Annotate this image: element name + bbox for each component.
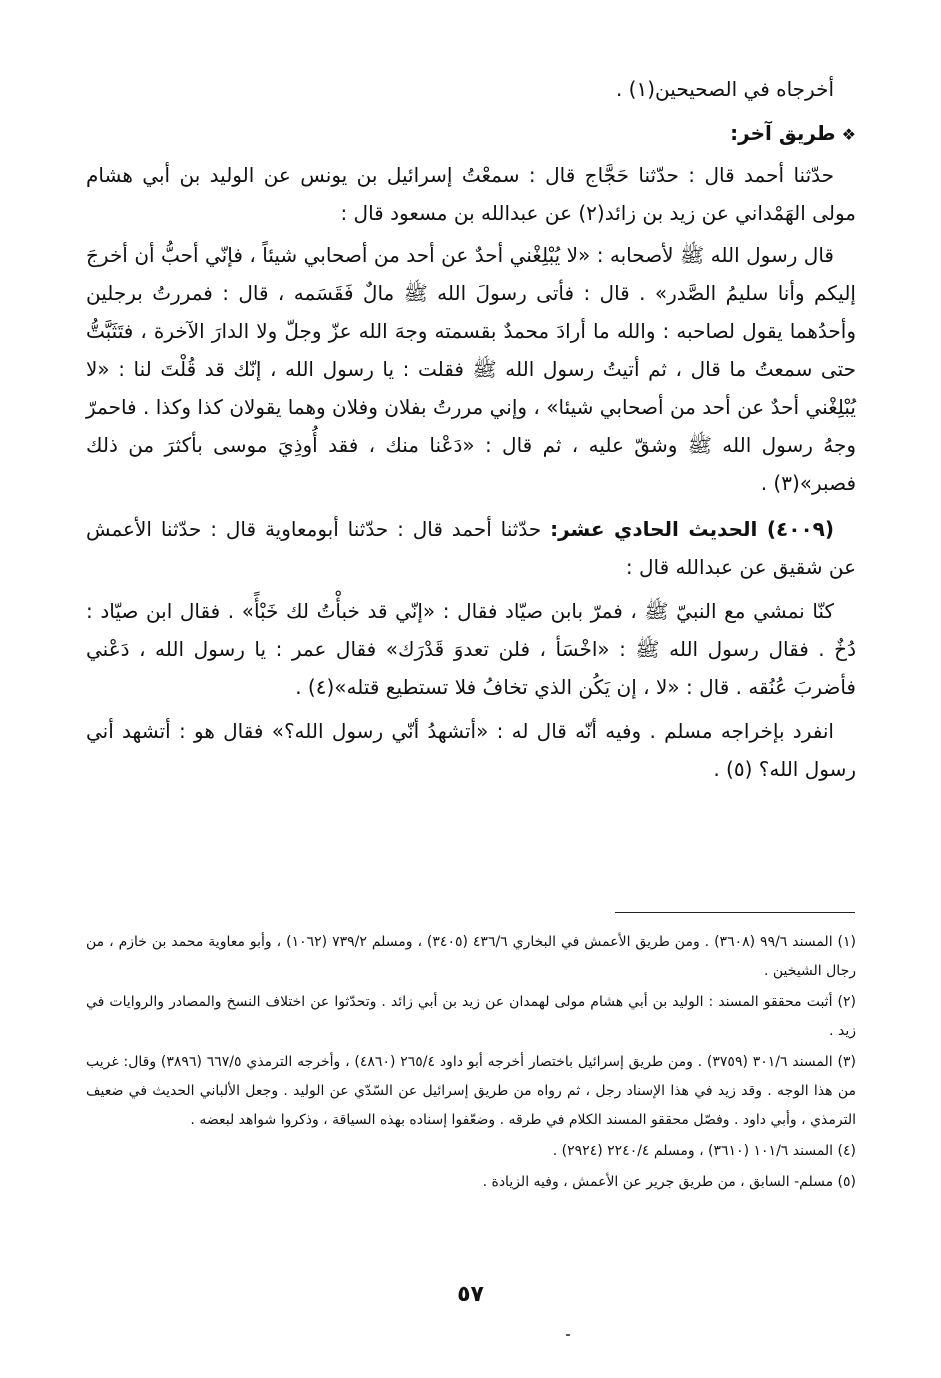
footnote-text: المسند ٩٩/٦ (٣٦٠٨) . ومن طريق الأعمش في البخاري ٤٣٦/٦ (٣٤٠٥) ، ومسلم ٧٣٩/٢ (١٠٦٢) ، وأبو معاوية محمد بن خازم ، من رجال الشيخين .: [86, 934, 856, 979]
footnote-label: (١): [837, 934, 857, 950]
footnote-label: (٤): [837, 1143, 856, 1159]
footnote-5: [86, 1168, 856, 1197]
hadith-number-heading: (٤٠٠٩) الحديث الحادي عشر:: [550, 517, 834, 541]
footnote-4: [86, 1137, 856, 1166]
footnote-text: المسند ٣٠١/٦ (٣٧٥٩) . ومن طريق إسرائيل باختصار أخرجه أبو داود ٢٦٥/٤ (٤٨٦٠) ، وأخرجه الترمذي ٦٦٧/٥ (٣٨٩٦) وقال: غريب من هذا الوجه . وقد زيد في هذا الإسناد رجل ، ثم رواه من طريق إسرائيل عن السّدّي عن الوليد . وجعل الألباني الحديث في ضعيف الترمذي ، وأبي داود . وفصّل محققو المسند الكلام في طرقه . وضعّفوا إسناده بهذه السياقة ، وذكروا شواهد لبعضه .: [86, 1054, 856, 1128]
footnote-2: [86, 988, 856, 1046]
footnote-text: أثبت محققو المسند : الوليد بن أبي هشام مولى لهمدان عن زيد بن أبي زائد . وتحدّثوا عن اختلاف النسخ والمصادر والروايات في زيد .: [86, 994, 856, 1039]
diamond-bullet-icon: ❖: [841, 125, 856, 144]
footnote-label: (٣): [837, 1054, 856, 1070]
hadith-eleven-isnad: حدّثنا أحمد قال : حدّثنا أبومعاوية قال : حدّثنا الأعمش عن شقيق عن عبدالله قال :: [86, 517, 856, 579]
paragraph-muslim-note: انفرد بإخراجه مسلم . وفيه أنّه قال له : «أتشهدُ أنّي رسول الله؟» فقال هو : أتشهد أني رسول الله؟ (٥) .: [86, 719, 856, 781]
paragraph-hadith-text: قال رسول الله ﷺ لأصحابه : «لا يُبْلِغْني أحدٌ عن أحد من أصحابي شيئاً ، فإنّي أحبُّ أن أخرجَ إليكم وأنا سليمُ الصَّدر» . قال : فأتى رسولَ الله ﷺ مالٌ فَقَسَمه ، قال : فمررتُ برجلين وأحدُهما يقول لصاحبه : والله ما أرادَ محمدٌ بقسمته وجهَ الله عزّ وجلّ ولا الدارَ الآخرة ، فتَثَبَّتُّ حتى سمعتُ ما قال ، ثم أتيتُ رسول الله ﷺ فقلت : يا رسول الله ، إنّك قد قُلْتَ لنا : «لا يُبْلِغْني أحدٌ عن أحد من أصحابي شيئا» ، وإني مررتُ بفلان وفلان وهما يقولان كذا وكذا . فاحمرّ وجهُ رسول الله ﷺ وشقّ عليه ، ثم قال : «دَعْنا منك ، فقد أُوذِيَ موسى بأكثرَ من ذلك فصبر»(٣) .: [86, 243, 856, 495]
section-heading-text: طريق آخر:: [730, 121, 836, 145]
footnote-3: [86, 1048, 856, 1135]
scan-mark: [566, 1334, 570, 1336]
footnote-divider: [615, 912, 855, 913]
footnote-label: (٢): [837, 994, 856, 1010]
paragraph-isnad: حدّثنا أحمد قال : حدّثنا حَجَّاج قال : سمعْتُ إسرائيل بن يونس عن الوليد بن أبي هشام مولى الهَمْداني عن زيد بن زائد(٢) عن عبدالله بن مسعود قال :: [86, 163, 856, 225]
footnote-label: (٥): [837, 1174, 856, 1190]
footnote-text: المسند ١٠١/٦ (٣٦١٠) ، ومسلم ٢٢٤٠/٤ (٢٩٢٤) .: [552, 1143, 834, 1159]
main-text: [86, 70, 856, 788]
page-number: ٥٧: [457, 1282, 484, 1307]
paragraph-ibn-sayyad: كنّا نمشي مع النبيّ ﷺ ، فمرّ بابن صيّاد فقال : «إنّي قد خبأْتُ لك خَبْأً» . فقال ابن صيّاد : دُخٌ . فقال رسول الله ﷺ : «اخْسَأ ، فلن تعدوَ قَدْرَك» فقال عمر : يا رسول الله ، دَعْني فأضربَ عُنُقه . قال : «لا ، إن يَكُن الذي تخافُ فلا تستطيع قتله»(٤) .: [86, 599, 856, 699]
footnotes: [86, 928, 856, 1199]
paragraph-hadith-eleven: [86, 510, 856, 586]
footnote-text: مسلم- السابق ، من طريق جرير عن الأعمش ، وفيه الزيادة .: [482, 1174, 834, 1190]
section-heading: [86, 114, 856, 154]
text-line-intro: أخرجاه في الصحيحين(١) .: [615, 77, 834, 101]
footnote-1: [86, 928, 856, 986]
